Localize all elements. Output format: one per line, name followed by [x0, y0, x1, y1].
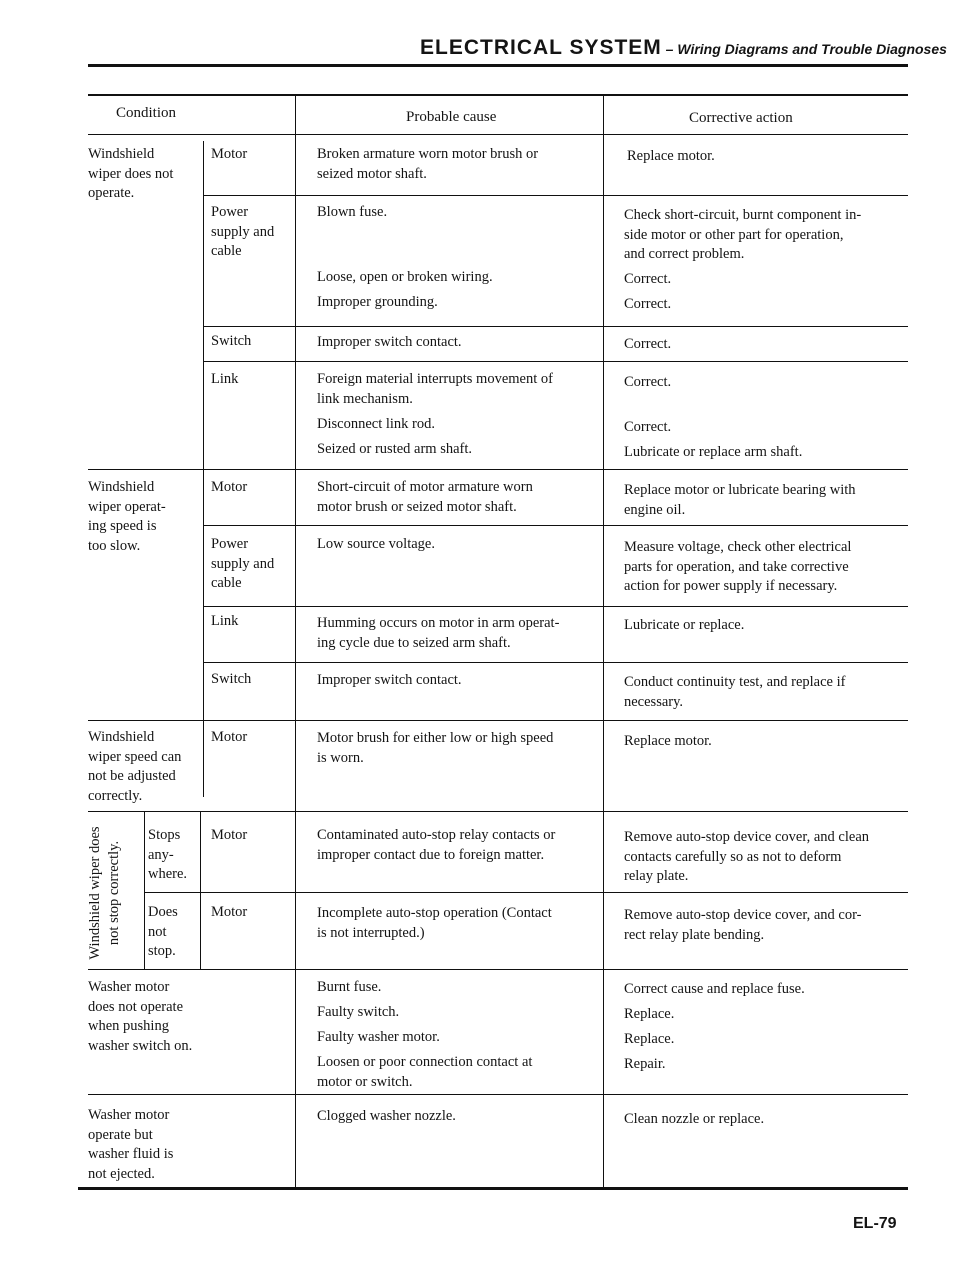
action-cell: Replace motor.	[624, 733, 712, 749]
cause-cell: Disconnect link rod.	[317, 416, 435, 432]
part-divider	[200, 811, 201, 969]
condition-cell: Windshield wiper does not operate.	[88, 146, 174, 201]
cause-cell: Blown fuse.	[317, 204, 388, 220]
cause-cell: Faulty switch.	[317, 1004, 400, 1020]
row-separator	[203, 326, 908, 327]
part-cell: Link	[211, 371, 239, 387]
action-cell: Replace.	[624, 1031, 675, 1047]
cause-cell: Improper grounding.	[317, 294, 438, 310]
header-condition: Condition	[116, 105, 177, 121]
table-bottom-rule	[78, 1187, 908, 1190]
group-label-vertical: Windshield wiper does not stop correctly.	[87, 826, 122, 960]
row-separator	[203, 525, 908, 526]
part-cell: Power supply and cable	[211, 536, 275, 591]
cause-cell: Foreign material interrupts movement of link mechanism.	[317, 371, 553, 407]
cause-cell: Improper switch contact.	[317, 672, 462, 688]
cause-cell: Clogged washer nozzle.	[317, 1108, 456, 1124]
action-cell: Replace.	[624, 1006, 675, 1022]
header-probable-cause: Probable cause	[406, 109, 497, 125]
action-cell: Lubricate or replace.	[624, 617, 745, 633]
cause-cell: Improper switch contact.	[317, 334, 462, 350]
action-cell: Correct.	[624, 336, 672, 352]
row-separator	[88, 720, 908, 721]
row-separator	[144, 892, 908, 893]
condition-cell: Windshield wiper speed can not be adjusted correctly.	[88, 729, 182, 804]
action-cell: Remove auto-stop device cover, and clean contacts carefully so as not to deform relay plate.	[624, 829, 870, 884]
condition-cell: Does not stop.	[148, 904, 178, 959]
row-separator	[203, 606, 908, 607]
row-separator	[203, 662, 908, 663]
condition-cell: Washer motor does not operate when pushing washer switch on.	[88, 979, 193, 1054]
header-rule	[88, 64, 908, 67]
action-cell: Correct.	[624, 374, 672, 390]
cause-cell: Contaminated auto-stop relay contacts or improper contact due to foreign matter.	[317, 827, 556, 863]
action-cell: Lubricate or replace arm shaft.	[624, 444, 803, 460]
cause-cell: Broken armature worn motor brush or seized motor shaft.	[317, 146, 539, 182]
header-title: ELECTRICAL SYSTEM	[420, 36, 662, 59]
cause-cell: Low source voltage.	[317, 536, 435, 552]
part-cell: Motor	[211, 479, 248, 495]
part-cell: Switch	[211, 671, 252, 687]
action-cell: Measure voltage, check other electrical parts for operation, and take corrective action for power supply if necessary.	[624, 539, 852, 594]
cause-cell: Loosen or poor connection contact at motor or switch.	[317, 1054, 533, 1090]
part-cell: Motor	[211, 146, 248, 162]
action-cell: Remove auto-stop device cover, and cor- rect relay plate bending.	[624, 907, 862, 943]
part-cell: Power supply and cable	[211, 204, 275, 259]
header-corrective-action: Corrective action	[689, 110, 793, 126]
header-subtitle: – Wiring Diagrams and Trouble Diagnoses	[661, 41, 947, 57]
page-header	[420, 36, 947, 60]
cause-cell: Loose, open or broken wiring.	[317, 269, 493, 285]
row-separator	[88, 969, 908, 970]
row-separator	[203, 361, 908, 362]
group-divider	[144, 811, 145, 969]
column-divider	[295, 96, 296, 1188]
cause-cell: Motor brush for either low or high speed is worn.	[317, 730, 554, 766]
row-separator	[88, 469, 908, 470]
column-divider	[603, 96, 604, 1188]
part-cell: Motor	[211, 904, 248, 920]
action-cell: Correct.	[624, 271, 672, 287]
condition-cell: Washer motor operate but washer fluid is not ejected.	[88, 1107, 174, 1182]
row-separator	[88, 1094, 908, 1095]
action-cell: Replace motor.	[627, 148, 715, 164]
part-cell: Switch	[211, 333, 252, 349]
part-cell: Motor	[211, 729, 248, 745]
cause-cell: Seized or rusted arm shaft.	[317, 441, 473, 457]
part-cell: Link	[211, 613, 239, 629]
row-separator	[88, 811, 908, 812]
row-separator	[203, 195, 908, 196]
cause-cell: Burnt fuse.	[317, 979, 382, 995]
action-cell: Clean nozzle or replace.	[624, 1111, 765, 1127]
cause-cell: Faulty washer motor.	[317, 1029, 440, 1045]
page-number: EL-79	[853, 1215, 897, 1232]
table-top-rule	[88, 94, 908, 96]
part-cell: Motor	[211, 827, 248, 843]
action-cell: Repair.	[624, 1056, 666, 1072]
cause-cell: Humming occurs on motor in arm operat- ing cycle due to seized arm shaft.	[317, 615, 560, 651]
cause-cell: Short-circuit of motor armature worn motor brush or seized motor shaft.	[317, 479, 533, 515]
cause-cell: Incomplete auto-stop operation (Contact is not interrupted.)	[317, 905, 552, 941]
action-cell: Check short-circuit, burnt component in- side motor or other part for operation, and correct problem.	[624, 207, 862, 262]
action-cell: Correct cause and replace fuse.	[624, 981, 805, 997]
action-cell: Replace motor or lubricate bearing with engine oil.	[624, 482, 856, 518]
action-cell: Correct.	[624, 296, 672, 312]
action-cell: Correct.	[624, 419, 672, 435]
condition-cell: Stops any- where.	[148, 827, 188, 882]
action-cell: Conduct continuity test, and replace if necessary.	[624, 674, 846, 710]
row-separator	[88, 134, 908, 135]
condition-cell: Windshield wiper operat- ing speed is too slow.	[88, 479, 166, 554]
